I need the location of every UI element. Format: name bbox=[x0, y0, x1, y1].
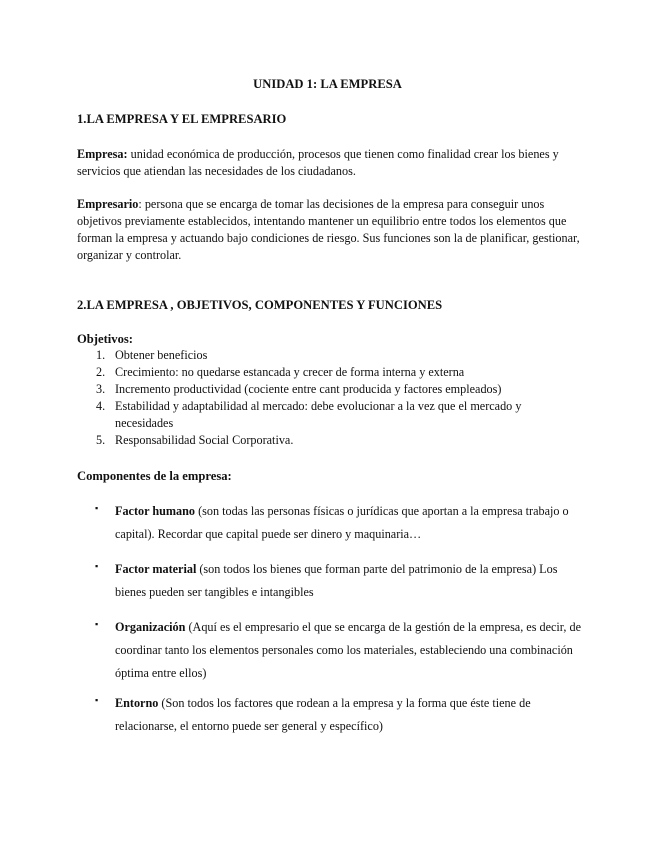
componente-text: (Aquí es el empresario el que se encarga de la gestión de la empresa, es decir, de coordinar tanto los elementos personales como los materiales, estableciendo una combinación óptima entre ellos) bbox=[115, 620, 581, 680]
list-number: 3. bbox=[96, 382, 106, 396]
empresa-term: Empresa: bbox=[77, 147, 128, 161]
componente-text: (Son todos los factores que rodean a la empresa y la forma que éste tiene de relacionarse, el entorno puede ser general y específico) bbox=[115, 696, 531, 733]
componente-organizacion bbox=[77, 616, 582, 685]
list-number: 2. bbox=[96, 365, 106, 379]
componente-text: (son todas las personas físicas o jurídicas que aportan a la empresa trabajo o capital). Recordar que capital puede ser dinero y maquinaria… bbox=[115, 504, 569, 541]
componente-term: Entorno bbox=[115, 696, 159, 710]
componentes-label: Componentes de la empresa: bbox=[77, 469, 232, 483]
list-item bbox=[77, 398, 582, 432]
list-text: Estabilidad y adaptabilidad al mercado: debe evolucionar a la vez que el mercado y necesidades bbox=[115, 399, 522, 430]
list-text: Responsabilidad Social Corporativa. bbox=[115, 433, 294, 447]
list-item bbox=[77, 381, 582, 398]
empresario-definition bbox=[77, 196, 582, 264]
componente-term: Organización bbox=[115, 620, 186, 634]
list-text: Incremento productividad (cociente entre cant producida y factores empleados) bbox=[115, 382, 502, 396]
componente-term: Factor material bbox=[115, 562, 197, 576]
bullet-icon: ▪ bbox=[95, 503, 99, 513]
empresario-text: : persona que se encarga de tomar las decisiones de la empresa para conseguir unos objetivos previamente establecidos, intentando mantener un equilibrio entre todos los elementos que forman la empresa y actuando bajo condiciones de riesgo. Sus funciones son la de planificar, gestionar, organizar y controlar. bbox=[77, 197, 580, 262]
list-number: 1. bbox=[96, 348, 106, 362]
section-1-heading: 1.LA EMPRESA Y EL EMPRESARIO bbox=[77, 112, 287, 126]
empresa-text: unidad económica de producción, procesos que tienen como finalidad crear los bienes y servicios que atiendan las necesidades de los ciudadanos. bbox=[77, 147, 559, 178]
componente-text: (son todos los bienes que forman parte del patrimonio de la empresa) Los bienes pueden ser tangibles e intangibles bbox=[115, 562, 558, 599]
componente-factor-material bbox=[77, 558, 582, 604]
list-text: Obtener beneficios bbox=[115, 348, 208, 362]
list-number: 4. bbox=[96, 399, 106, 413]
list-item bbox=[77, 347, 582, 364]
section-2-heading: 2.LA EMPRESA , OBJETIVOS, COMPONENTES Y FUNCIONES bbox=[77, 298, 443, 312]
empresa-definition bbox=[77, 146, 582, 180]
list-item bbox=[77, 364, 582, 381]
componente-term: Factor humano bbox=[115, 504, 196, 518]
empresario-term: Empresario bbox=[77, 197, 139, 211]
componente-factor-humano bbox=[77, 500, 582, 546]
bullet-icon: ▪ bbox=[95, 695, 99, 705]
list-text: Crecimiento: no quedarse estancada y crecer de forma interna y externa bbox=[115, 365, 465, 379]
document-title: UNIDAD 1: LA EMPRESA bbox=[253, 77, 402, 91]
list-item bbox=[77, 432, 582, 449]
bullet-icon: ▪ bbox=[95, 561, 99, 571]
bullet-icon: ▪ bbox=[95, 619, 99, 629]
objetivos-list bbox=[77, 347, 582, 449]
list-number: 5. bbox=[96, 433, 106, 447]
objetivos-label: Objetivos: bbox=[77, 332, 133, 346]
componente-entorno bbox=[77, 692, 582, 738]
